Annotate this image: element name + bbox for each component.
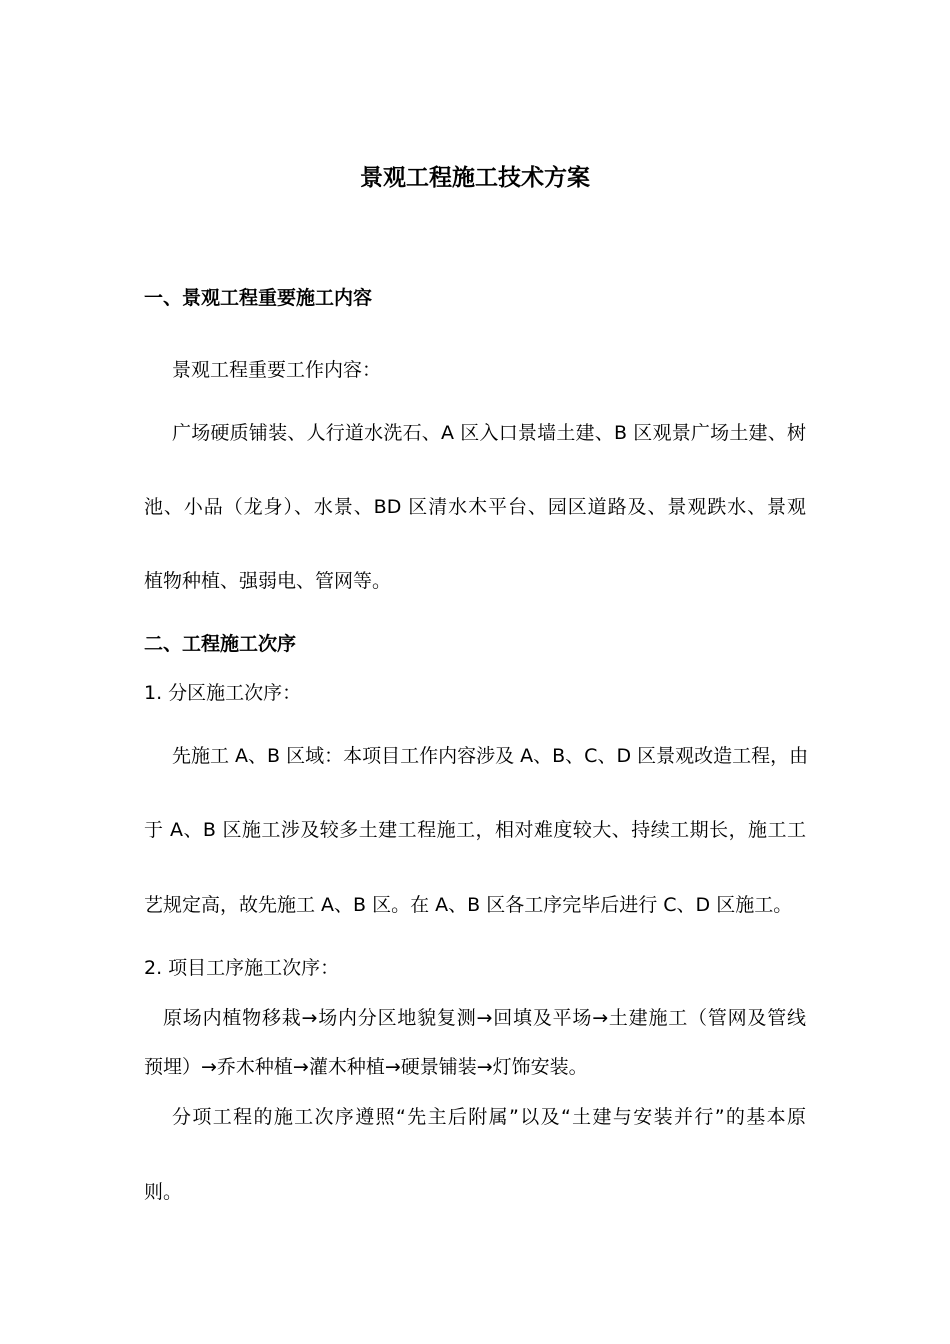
item-1-label: 1. 分区施工次序：: [144, 682, 302, 704]
principle-line: 则。: [144, 1181, 183, 1203]
sequence-line: 原场内植物移栽→场内分区地貌复测→回填及平场→土建施工（管网及管线: [163, 1007, 806, 1029]
section-1-paragraph-line: 池、小品（龙身）、水景、BD 区清水木平台、园区道路及、景观跌水、景观: [144, 496, 806, 518]
item-1-paragraph-line: 艺规定高，故先施工 A、B 区。在 A、B 区各工序完毕后进行 C、D 区施工。: [144, 894, 793, 916]
item-1-paragraph-line: 于 A、B 区施工涉及较多土建工程施工，相对难度较大、持续工期长，施工工: [144, 819, 806, 841]
section-1-heading: 一、景观工程重要施工内容: [144, 287, 373, 309]
section-2-heading: 二、工程施工次序: [144, 633, 297, 655]
document-title: 景观工程施工技术方案: [360, 165, 590, 191]
item-1-paragraph-line: 先施工 A、B 区域：本项目工作内容涉及 A、B、C、D 区景观改造工程，由: [172, 745, 809, 767]
section-1-paragraph-line: 广场硬质铺装、人行道水洗石、A 区入口景墙土建、B 区观景广场土建、树: [172, 422, 806, 444]
section-1-paragraph-line: 植物种植、强弱电、管网等。: [144, 570, 392, 592]
principle-line: 分项工程的施工次序遵照“先主后附属”以及“土建与安装并行”的基本原: [172, 1106, 806, 1128]
item-2-label: 2. 项目工序施工次序：: [144, 957, 340, 979]
section-1-intro: 景观工程重要工作内容：: [172, 359, 382, 381]
sequence-line: 预埋）→乔木种植→灌木种植→硬景铺装→灯饰安装。: [144, 1056, 588, 1078]
